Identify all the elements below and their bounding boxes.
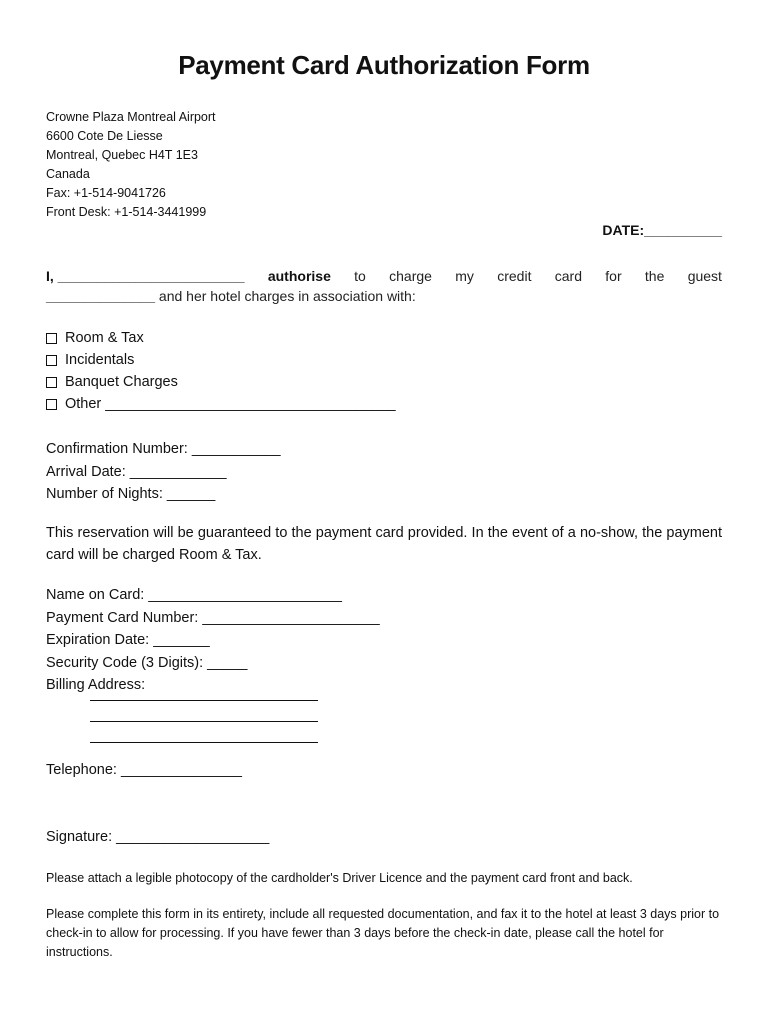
form-title: Payment Card Authorization Form	[178, 50, 590, 80]
charges-checklist	[46, 327, 396, 415]
authorization-rest: and her hotel charges in association with:	[155, 288, 416, 304]
guest-name-blank[interactable]: ______________	[46, 288, 156, 304]
billing-address-label: Billing Address:	[46, 677, 146, 693]
word: charge	[389, 268, 432, 284]
country: Canada	[46, 167, 90, 181]
security-code-field[interactable]: Security Code (3 Digits): _____	[46, 654, 248, 671]
checkbox-incidentals[interactable]	[46, 349, 396, 371]
word: the	[644, 268, 665, 284]
telephone-field[interactable]: Telephone: _______________	[46, 762, 242, 778]
expiration-date-field[interactable]: Expiration Date: _______	[46, 632, 210, 648]
word: for	[605, 268, 622, 284]
checkbox-icon[interactable]	[46, 333, 57, 344]
checkbox-label: Other ____________________________________	[65, 396, 396, 412]
number-of-nights-field[interactable]: Number of Nights: ______	[46, 486, 216, 502]
checkbox-label: Banquet Charges	[65, 374, 178, 390]
checkbox-icon[interactable]	[46, 377, 57, 388]
billing-address-line[interactable]	[90, 721, 318, 722]
word: my	[455, 268, 474, 284]
name-on-card-field[interactable]: Name on Card: ________________________	[46, 587, 342, 603]
cardholder-name-blank[interactable]: I, ________________________	[46, 268, 245, 284]
word: to	[354, 268, 366, 284]
arrival-date-field[interactable]: Arrival Date: ____________	[46, 463, 227, 480]
guarantee-statement: This reservation will be guaranteed to the payment card provided. In the event of a no-show, the payment card will be charged Room & Tax.	[46, 525, 722, 563]
checkbox-label: Room & Tax	[65, 330, 144, 346]
hotel-name: Crowne Plaza Montreal Airport	[46, 110, 216, 124]
date-field[interactable]: DATE:__________	[602, 222, 722, 238]
checkbox-label: Incidentals	[65, 352, 135, 368]
checkbox-banquet-charges[interactable]	[46, 371, 396, 393]
hotel-address	[46, 108, 216, 222]
front-desk-number: Front Desk: +1-514-3441999	[46, 205, 207, 219]
billing-address-line[interactable]	[90, 700, 318, 701]
street-address: 6600 Cote De Liesse	[46, 129, 163, 143]
word: card	[554, 268, 582, 284]
card-details	[46, 584, 380, 697]
fax-number: Fax: +1-514-9041726	[46, 186, 166, 200]
word: guest	[687, 268, 722, 284]
signature-field[interactable]: Signature: ___________________	[46, 829, 270, 845]
attachment-note: Please attach a legible photocopy of the cardholder's Driver Licence and the payment card front and back.	[46, 871, 633, 885]
checkbox-room-tax[interactable]	[46, 327, 396, 349]
authorise-word: authorise	[267, 268, 331, 284]
checkbox-icon[interactable]	[46, 399, 57, 410]
billing-address-lines	[90, 700, 318, 763]
authorization-statement	[46, 266, 722, 306]
confirmation-number-field[interactable]: Confirmation Number: ___________	[46, 441, 281, 457]
city-province: Montreal, Quebec H4T 1E3	[46, 148, 198, 162]
authorization-line-1	[46, 266, 722, 286]
word: credit	[497, 268, 532, 284]
completion-instructions: Please complete this form in its entirety, include all requested documentation, and fax it to the hotel at least 3 days prior to check-in to allow for processing. If you have fewer than 3 days before the check-in date, please call the hotel for instructions.	[46, 907, 720, 959]
reservation-details	[46, 438, 281, 506]
billing-address-line[interactable]	[90, 742, 318, 743]
authorization-line-2	[46, 286, 722, 306]
checkbox-icon[interactable]	[46, 355, 57, 366]
checkbox-other[interactable]	[46, 393, 396, 415]
card-number-field[interactable]: Payment Card Number: ______________________	[46, 609, 380, 626]
